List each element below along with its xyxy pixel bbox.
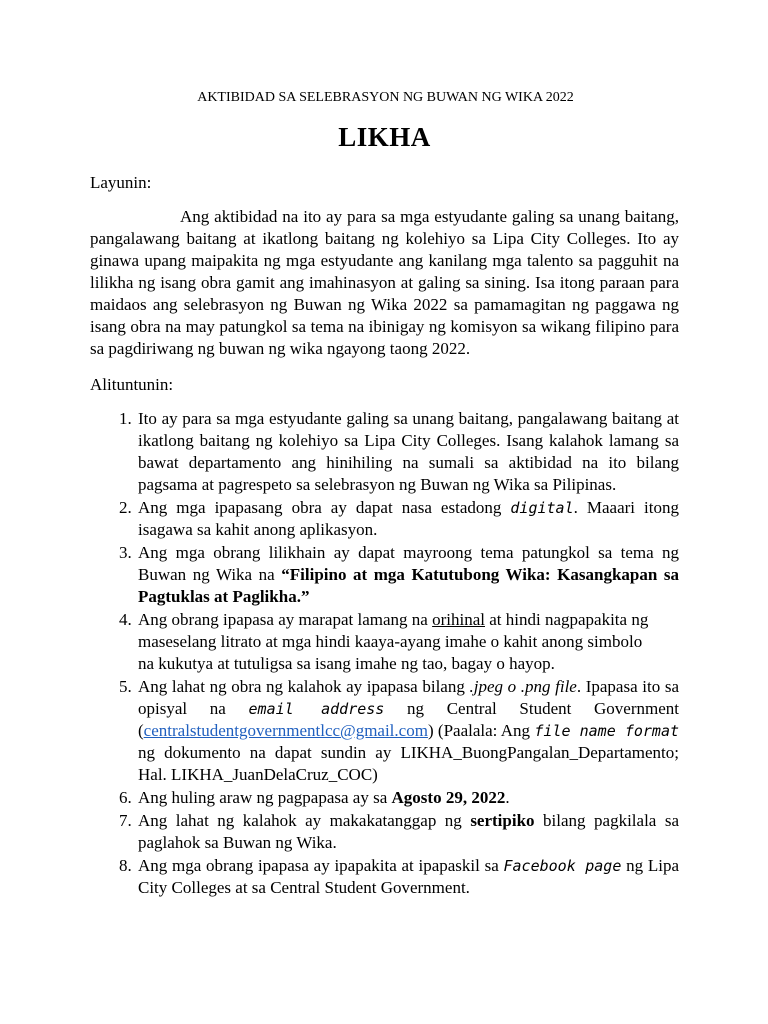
rule-italic-term: .jpeg o .png file (469, 677, 577, 696)
rule-italic-term: email address (248, 700, 385, 718)
rule-text: . Ipapasa ito sa opisyal na (138, 677, 679, 718)
rule-text: at hindi nagpapakita ng (484, 610, 649, 629)
rule-italic-term: Facebook page (503, 857, 622, 875)
rule-text: Ang mga obrang ipapasa ay ipapakita at ipapaskil sa (138, 856, 504, 875)
rule-italic-term: file name format (534, 722, 680, 740)
rule-text: na kukutya at tutuligsa sa isang imahe ng tao, bagay o hayop. (138, 654, 555, 673)
rule-bold-term: sertipiko (470, 811, 535, 830)
rule-text: . (505, 788, 510, 807)
rule-item (136, 855, 679, 899)
layunin-paragraph (90, 206, 679, 360)
rule-item (136, 542, 679, 608)
rule-item (136, 787, 679, 809)
rule-item (136, 609, 679, 675)
rules-list (90, 408, 679, 899)
alituntunin-label: Alituntunin: (90, 375, 174, 394)
email-link[interactable]: centralstudentgovernmentlcc@gmail.com (143, 721, 428, 740)
rule-item (136, 810, 679, 854)
rule-text: ng Lipa City Colleges at sa Central Student Government. (138, 856, 679, 897)
rule-text: Ang obrang ipapasa ay marapat lamang na (138, 610, 433, 629)
rule-text: ng Central Student Government ( (138, 699, 679, 740)
document-title: LIKHA (338, 122, 431, 152)
rule-text: bilang pagkilala sa paglahok sa Buwan ng Wika. (138, 811, 679, 852)
rule-text: Ang lahat ng obra ng kalahok ay ipapasa bilang (138, 677, 470, 696)
rule-theme: “Filipino at mga Katutubong Wika: Kasangkapan sa Pagtuklas at Paglikha.” (138, 565, 679, 606)
rule-text: Ang lahat ng kalahok ay makakatanggap ng (138, 811, 471, 830)
rule-text: ) (Paalala: Ang (427, 721, 535, 740)
rule-text: Ang huling araw ng pagpapasa ay sa (138, 788, 392, 807)
rule-text: maseselang litrato at mga hindi kaaya-ayang imahe o kahit anong simbolo (138, 632, 643, 651)
rule-text: Ang mga ipapasang obra ay dapat nasa estadong (138, 498, 511, 517)
rule-italic-term: digital (510, 499, 574, 517)
rule-text: ng dokumento na dapat sundin ay LIKHA_BuongPangalan_Departamento; Hal. LIKHA_JuanDelaCruz_COC) (138, 743, 679, 784)
layunin-text: Ang aktibidad na ito ay para sa mga estyudante galing sa unang baitang, pangalawang baitang at ikatlong baitang ng kolehiyo sa Lipa City Colleges. Ito ay ginawa upang maipakita ng mga estyudante ang kanilang mga talento sa pagguhit na lilikha ng isang obra gamit ang imahinasyon at galing sa sining. Isa itong paraan para maidaos ang selebrasyon ng Buwan ng Wika 2022 sa pamamagitan ng paggawa ng isang obra na may patungkol sa tema na ibinigay ng komisyon sa wikang filipino para sa pagdiriwang ng buwan ng wika ngayong taong 2022. (90, 207, 679, 358)
rule-underlined-term: orihinal (432, 610, 485, 629)
rule-item (136, 408, 679, 496)
layunin-label: Layunin: (90, 173, 152, 192)
rule-text: Ang mga obrang lilikhain ay dapat mayroong tema patungkol sa tema ng Buwan ng Wika na (138, 543, 679, 584)
rule-deadline: Agosto 29, 2022 (391, 788, 506, 807)
rule-text: . Maaari itong isagawa sa kahit anong aplikasyon. (138, 498, 679, 539)
rule-text: Ito ay para sa mga estyudante galing sa unang baitang, pangalawang baitang at ikatlong baitang ng kolehiyo sa Lipa City Colleges. Isang kalahok lamang sa bawat departamento ang hinihiling na sumali sa aktibidad na ito bilang pagsama at pagrespeto sa selebrasyon ng Buwan ng Wika sa Pilipinas. (138, 409, 679, 494)
document-kicker: AKTIBIDAD SA SELEBRASYON NG BUWAN NG WIKA 2022 (197, 90, 574, 105)
rule-item (136, 676, 679, 786)
rule-item (136, 497, 679, 541)
